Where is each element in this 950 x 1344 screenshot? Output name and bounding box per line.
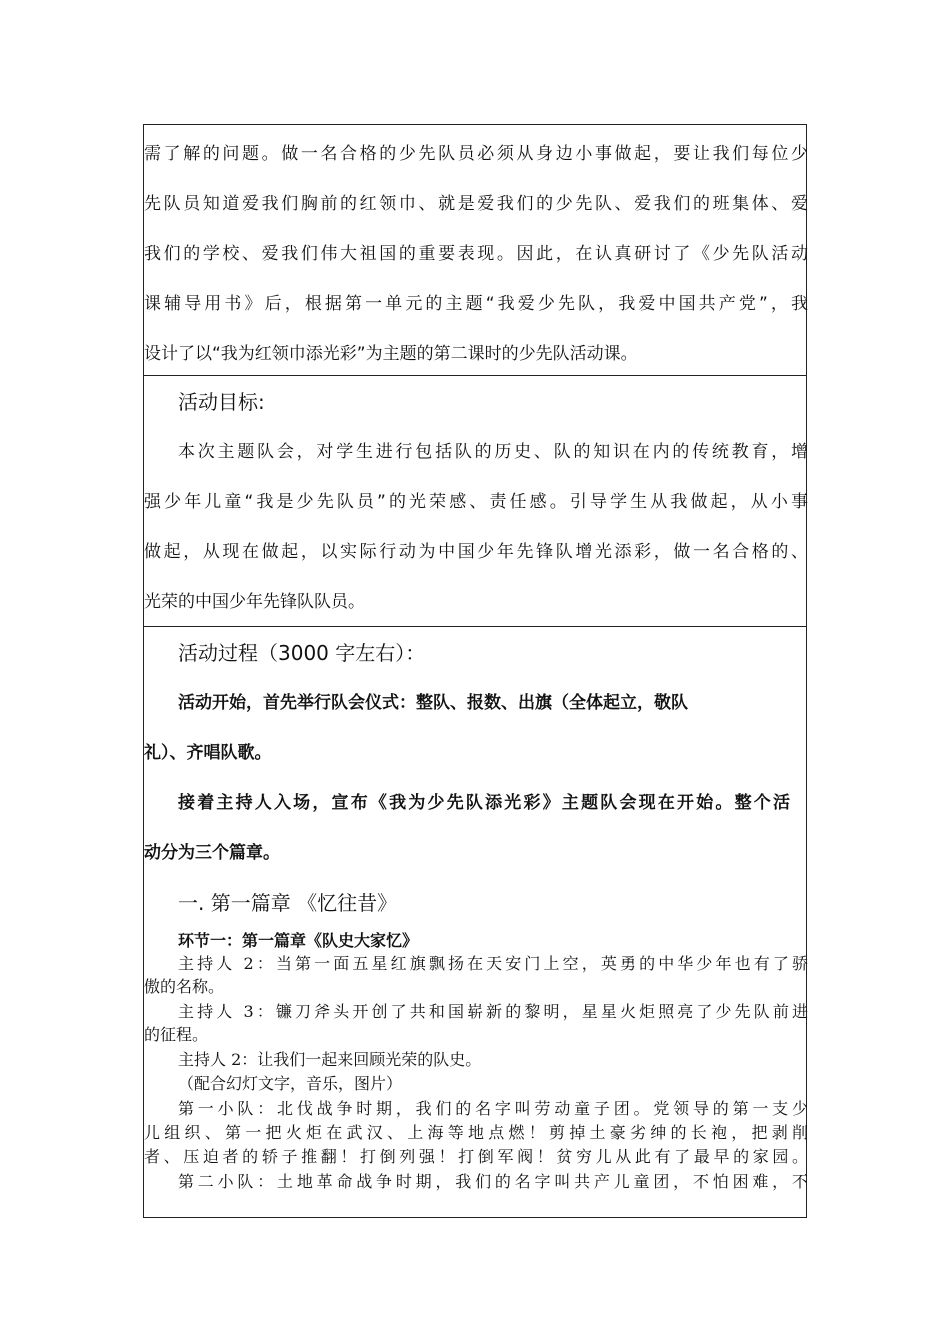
script-line: 主持人 2：当第一面五星红旗飘扬在天安门上空，英勇的中华少年也有了骄 [178, 954, 808, 973]
paragraph-line: 光荣的中国少年先锋队队员。 [144, 592, 365, 612]
script-line: 第二小队：土地革命战争时期，我们的名字叫共产儿童团，不怕困难，不 [178, 1172, 808, 1191]
script-line: 傲的名称。 [144, 977, 225, 996]
paragraph-line: 我们的学校、爱我们伟大祖国的重要表现。因此，在认真研讨了《少先队活动 [144, 244, 808, 264]
activity-goal-heading: 活动目标: [178, 390, 265, 414]
script-line: （配合幻灯文字，音乐，图片） [178, 1074, 403, 1093]
script-line: 主持人 3：镰刀斧头开创了共和国崭新的黎明，星星火炬照亮了少先队前进 [178, 1002, 808, 1021]
script-line: 第一小队：北伐战争时期，我们的名字叫劳动童子团。党领导的第一支少 [178, 1099, 808, 1118]
paragraph-line: 需了解的问题。做一名合格的少先队员必须从身边小事做起，要让我们每位少 [144, 144, 808, 164]
script-line: 主持人 2：让我们一起来回顾光荣的队史。 [178, 1050, 482, 1069]
paragraph-line: 课辅导用书》后，根据第一单元的主题“我爱少先队，我爱中国共产党”，我 [144, 294, 808, 314]
bold-paragraph-line: 动分为三个篇章。 [144, 843, 280, 863]
script-line: 儿组织、第一把火炬在武汉、上海等地点燃！剪掉土豪劣绅的长袍，把剥削 [144, 1123, 808, 1142]
document-table [143, 124, 807, 1218]
paragraph-line: 设计了以“我为红领巾添光彩”为主题的第二课时的少先队活动课。 [144, 344, 638, 364]
activity-process-heading: 活动过程（3000 字左右）： [178, 641, 426, 665]
activity-goal-cell [144, 376, 806, 627]
activity-process-cell [144, 627, 806, 1217]
paragraph-line: 本次主题队会，对学生进行包括队的历史、队的知识在内的传统教育，增 [178, 442, 808, 462]
script-line: 者、压迫者的轿子推翻！打倒列强！打倒军阀！贫穷儿从此有了最早的家园。 [144, 1147, 808, 1166]
bold-paragraph-line: 礼）、齐唱队歌。 [144, 743, 272, 763]
paragraph-line: 先队员知道爱我们胸前的红领巾、就是爱我们的少先队、爱我们的班集体、爱 [144, 194, 808, 214]
paragraph-line: 强少年儿童“我是少先队员”的光荣感、责任感。引导学生从我做起，从小事 [144, 492, 808, 512]
bold-paragraph-line: 接着主持人入场，宣布《我为少先队添光彩》主题队会现在开始。整个活 [178, 793, 790, 813]
script-line: 的征程。 [144, 1025, 209, 1044]
paragraph-line: 做起，从现在做起，以实际行动为中国少年先锋队增光添彩，做一名合格的、 [144, 542, 808, 562]
chapter-title: 一. 第一篇章 《忆往昔》 [178, 891, 398, 915]
bold-paragraph-line: 活动开始，首先举行队会仪式：整队、报数、出旗（全体起立，敬队 [178, 693, 688, 713]
section-title: 环节一：第一篇章《队史大家忆》 [178, 931, 419, 950]
background-cell [144, 125, 806, 376]
